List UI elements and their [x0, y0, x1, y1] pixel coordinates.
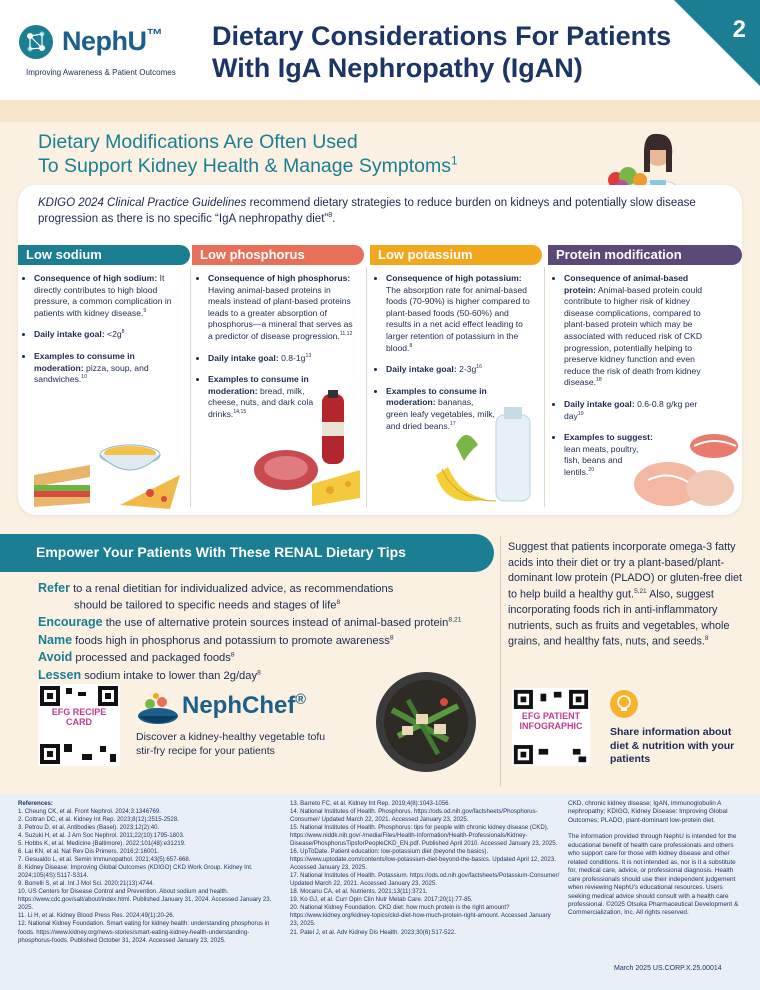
potassium-foods-illustration [426, 405, 544, 510]
page-title [212, 20, 692, 85]
reference-item: 3. Petrou D, et al. Antibodies (Basel). 2023;12(2):40. [18, 824, 160, 832]
references-column-2 [290, 800, 560, 937]
tip-refer-continued: should be tailored to specific needs and stages of life$^8$ [74, 598, 341, 612]
tip-refer: Refer to a renal dietitian for individualized advice, as recommendations [38, 581, 394, 595]
list-item: • Consequence of animal-based protein: Animal-based protein could contribute to higher risk of kidney disease complications, compared to plant-based protein which may be associated with reduced risk of CKD progression, potentially helping to preserve kidney function and even reduce the risk of death from kidney disease.$^{18}$ [564, 273, 712, 389]
modifications-title-line-2: To Support Kidney Health & Manage Symptoms [38, 155, 451, 178]
column-title: Low phosphorus [192, 245, 364, 265]
column-list [18, 265, 182, 386]
tips-title: Empower Your Patients With These RENAL Dietary Tips [0, 534, 494, 572]
nephu-logo [16, 22, 191, 82]
reference-item: 5. Hobbs K, et al. Medicine (Baltimore). 2022;101(48):e31219. [18, 840, 186, 848]
recipe-card-label: EFG RECIPE CARD [51, 707, 107, 727]
list-item: • Examples to consume in moderation: pizza, soup, and sandwiches.$^{10}$ [34, 351, 176, 386]
share-information-text: Share information about diet & nutrition with your patients [610, 726, 735, 766]
corner-tab [674, 0, 760, 86]
reference-item: 20. National Kidney Foundation. CKD diet: how much protein is the right amount? https://www.kidney.org/kidney-topics/ckd-diet-how-much-protein-right-amount. Accessed January 23, 2025. [290, 904, 551, 928]
nephchef-description: Discover a kidney-healthy vegetable tofu stir-fry recipe for your patients [136, 731, 326, 758]
column-divider [190, 267, 191, 507]
list-item: • Consequence of high sodium: It directly contributes to high blood pressure, a common complication in patients with kidney disease.$^9$ [34, 273, 176, 319]
reference-item: 14. National Institutes of Health. Phosphorus. https://ods.od.nih.gov/factsheets/Phosphorus-Consumer/ Updated March 22, 2021. Accessed January 23, 2025. [290, 808, 538, 824]
document-code: March 2025 US.CORP.X.25.00014 [614, 965, 722, 972]
list-item: • Daily intake goal: $0.8-1g^{13}$ [208, 353, 356, 365]
abbreviations: CKD, chronic kidney disease; IgAN, immunoglobulin A nephropathy; KDIGO, Kidney Disease: Improving Global Outcomes; PLADO, plant-dominant low-protein diet. [568, 800, 728, 824]
column-title: Low potassium [370, 245, 542, 265]
protein-foods-illustration [628, 430, 740, 510]
header-band [0, 100, 760, 122]
title-line-2: With IgA Nephropathy (IgAN) [212, 53, 583, 84]
list-item: • Examples to consume in moderation: bread, milk, cheese, nuts, and dark cola drinks.$^{14,15}$ [208, 374, 328, 420]
list-item: • Consequence of high potassium: The absorption rate for animal-based foods (70-90%) is higher compared to plant-based foods (50-60%) and results in a net acid effect leading to larger retention of potassium in the blood.$^8$ [386, 273, 534, 354]
guidelines-intro [38, 195, 728, 227]
column-title: Low sodium [18, 245, 190, 265]
brand-tagline: Improving Awareness & Patient Outcomes [26, 68, 176, 77]
section-divider [500, 536, 501, 786]
list-item: • Examples to consume in moderation: bananas, green leafy vegetables, milk, and dried beans.$^{17}$ [386, 386, 496, 432]
patient-infographic-label: EFG PATIENT INFOGRAPHIC [519, 711, 583, 731]
tip-name: Name foods high in phosphorus and potassium to promote awareness$^8$ [38, 632, 394, 647]
tip-avoid: Avoid processed and packaged foods$^8$ [38, 650, 235, 665]
list-item: • Daily intake goal: $2-3g^{16}$ [386, 364, 534, 376]
list-item: • Daily intake goal: 0.6-0.8 g/kg per day$^{19}$ [564, 399, 712, 422]
references-heading: References: [18, 800, 53, 807]
reference-item: 6. Lai KN, et al. Nat Rev Dis Primers. 2016;2:16001. [18, 848, 159, 856]
modifications-title-sup: 1 [450, 154, 458, 168]
anti-inflammatory-suggestion: Also, suggest incorporating foods rich in anti-inflammatory nutrients, such as fruits and vegetables, whole grains, and healthy fats, nuts, and seeds. [508, 588, 730, 649]
reference-item: 7. Gesualdo L, et al. Semin Immunopathol. 2021;43(5):657-668. [18, 856, 191, 864]
tip-lessen: Lessen sodium intake to lower than 2g/day$^8$ [38, 668, 261, 683]
reference-item: 21. Patel J, et al. Adv Kidney Dis Health. 2023;30(6):517-522. [290, 928, 456, 936]
column-low-sodium [18, 245, 190, 396]
list-item: • Examples to suggest: lean meats, poultry, fish, beans and lentils.$^{20}$ [564, 432, 654, 478]
list-item: • Daily intake goal: $<2g^8$ [34, 329, 176, 341]
reference-item: 13. Barreto FC, et al. Kidney Int Rep. 2019;4(8):1043-1056. [290, 800, 451, 807]
reference-item: 8. Kidney Disease: Improving Global Outcomes (KDIGO) CKD Work Group. Kidney Int. 2024;105(4S):S117-S314. [18, 864, 253, 880]
title-line-1: Dietary Considerations For Patients [212, 21, 672, 51]
reference-item: 17. National Institutes of Health. Potassium. https://ods.od.nih.gov/factsheets/Potassium-Consumer/ Updated March 22, 2021. Accessed January 23, 2025. [290, 872, 560, 888]
phosphorus-foods-illustration [252, 390, 367, 510]
omega-3-suggestion: Suggest that patients incorporate omega-3 fatty acids into their diet or try a plant-based/plant-dominant low protein (PLADO) or gluten-free diet to help build a healthy gut. [508, 541, 743, 601]
tip-encourage: Encourage the use of alternative protein sources instead of animal-based protein$^{8,21}$ [38, 615, 462, 630]
reference-item: 9. Borrelli S, et al. Int J Mol Sci. 2020;21(13):4744. [18, 880, 155, 888]
guidelines-sup: 8 [328, 212, 333, 220]
modifications-title [38, 130, 457, 179]
reference-item: 11. Li H, et al. Kidney Blood Press Res. 2024;49(1):20-26. [18, 912, 175, 920]
brand-name: NephU [62, 26, 147, 56]
list-item: • Consequence of high phosphorus: Having animal-based proteins in meals instead of plant-based proteins leads to a greater absorption of phosphorus—a mineral that serves as a predictor of disease progression.$^{11,12}$ [208, 273, 356, 343]
patient-infographic-qr-code[interactable] [512, 688, 590, 766]
reference-item: 15. National Institutes of Health. Phosphorus: tips for people with chronic kidney disease (CKD). https://www.niddk.nih.gov/-/media/Files/Health-Information/Health-Professionals/Kidney-Disease/PhosphorusTipsforPeopleCKD_EN.pdf. Published April 2010. Accessed January 23, 2025. [290, 824, 558, 848]
references-column-1 [18, 800, 280, 945]
reference-item: 1. Cheung CK, et al. Front Nephrol. 2024;3:1346769. [18, 808, 161, 816]
reference-item: 19. Ko GJ, et al. Curr Opin Clin Nutr Metab Care. 2017;20(1):77-85. [290, 896, 473, 904]
nephu-logo-icon [16, 22, 56, 62]
column-title: Protein modification [548, 245, 742, 265]
modifications-title-line-1: Dietary Modifications Are Often Used [38, 131, 358, 153]
tofu-stir-fry-image [368, 670, 483, 775]
reference-item: 16. UpToDate. Patient education: low-potassium diet (beyond the basics). https://www.uptodate.com/contents/low-potassium-diet-beyond-the-basics. Updated April 12, 2023. Accessed January 23, 2025. [290, 848, 556, 872]
references-column-3 [568, 800, 744, 918]
modifications-card [18, 185, 742, 515]
page-header [0, 0, 760, 100]
lightbulb-icon [610, 690, 638, 718]
nutrition-suggestions: Suggest that patients incorporate omega-3 fatty acids into their diet or try a plant-based/plant-dominant low protein (PLADO) or gluten-free diet to help build a healthy gut.$^{5,21}$ Also, suggest incorporating foods rich in anti-inflammatory nutrients, such as fruits and vegetables, whole grains, and healthy fats, nuts, and seeds.$^8$ [508, 541, 743, 649]
recipe-card-qr-code[interactable] [38, 684, 120, 766]
cooking-pan-icon [132, 690, 180, 728]
guidelines-text: recommend dietary strategies to reduce burden on kidneys and potentially slow disease progression as there is no specific “IgA nephropathy diet” [38, 197, 696, 226]
disclaimer: The information provided through NephU is intended for the educational benefit of health care professionals and others who support care for those with kidney disease and other related conditions. It is not intended as, nor is it a substitute for, medical care, advice, or professional diagnosis. Health care professionals should use their independent judgement when reviewing NephU's educational resources. Users seeking medical advice should consult with a health care professional. ©2025 Otsuka Pharmaceutical Development & Commercialization, Inc. All rights reserved. [568, 833, 739, 917]
nephchef-logo [132, 690, 312, 730]
reference-item: 2. Cottran DC, et al. Kidney Int Rep. 2023;8(12):2515-2528. [18, 816, 179, 824]
page-number: 2 [732, 16, 746, 43]
nephchef-reg: ® [295, 692, 306, 708]
reference-item: 18. Mocanu CA, et al. Nutrients. 2021;13(11):3721. [290, 888, 428, 896]
reference-item: 4. Suzuki H, et al. J Am Soc Nephrol. 2011;22(10):1795-1803. [18, 832, 185, 840]
reference-item: 10. US Centers for Disease Control and Prevention. About sodium and health. https://www.cdc.gov/salt/about/index.html. Published January 31, 2024. Accessed January 23, 2025. [18, 888, 272, 912]
guidelines-end: . [332, 213, 336, 226]
nephchef-name: NephChef [182, 692, 296, 719]
guidelines-name: KDIGO 2024 Clinical Practice Guidelines [38, 197, 247, 209]
sodium-foods-illustration [30, 425, 190, 510]
column-divider [544, 267, 545, 507]
brand-tm: ™ [146, 26, 163, 44]
reference-item: 12. National Kidney Foundation. Smart eating for kidney health: understanding phosphorus in foods. https://www.kidney.org/news-stories/smart-eating-kidney-health-understanding-phosphorus-foods. Published October 31, 2024. Accessed January 23, 2025. [18, 920, 270, 944]
